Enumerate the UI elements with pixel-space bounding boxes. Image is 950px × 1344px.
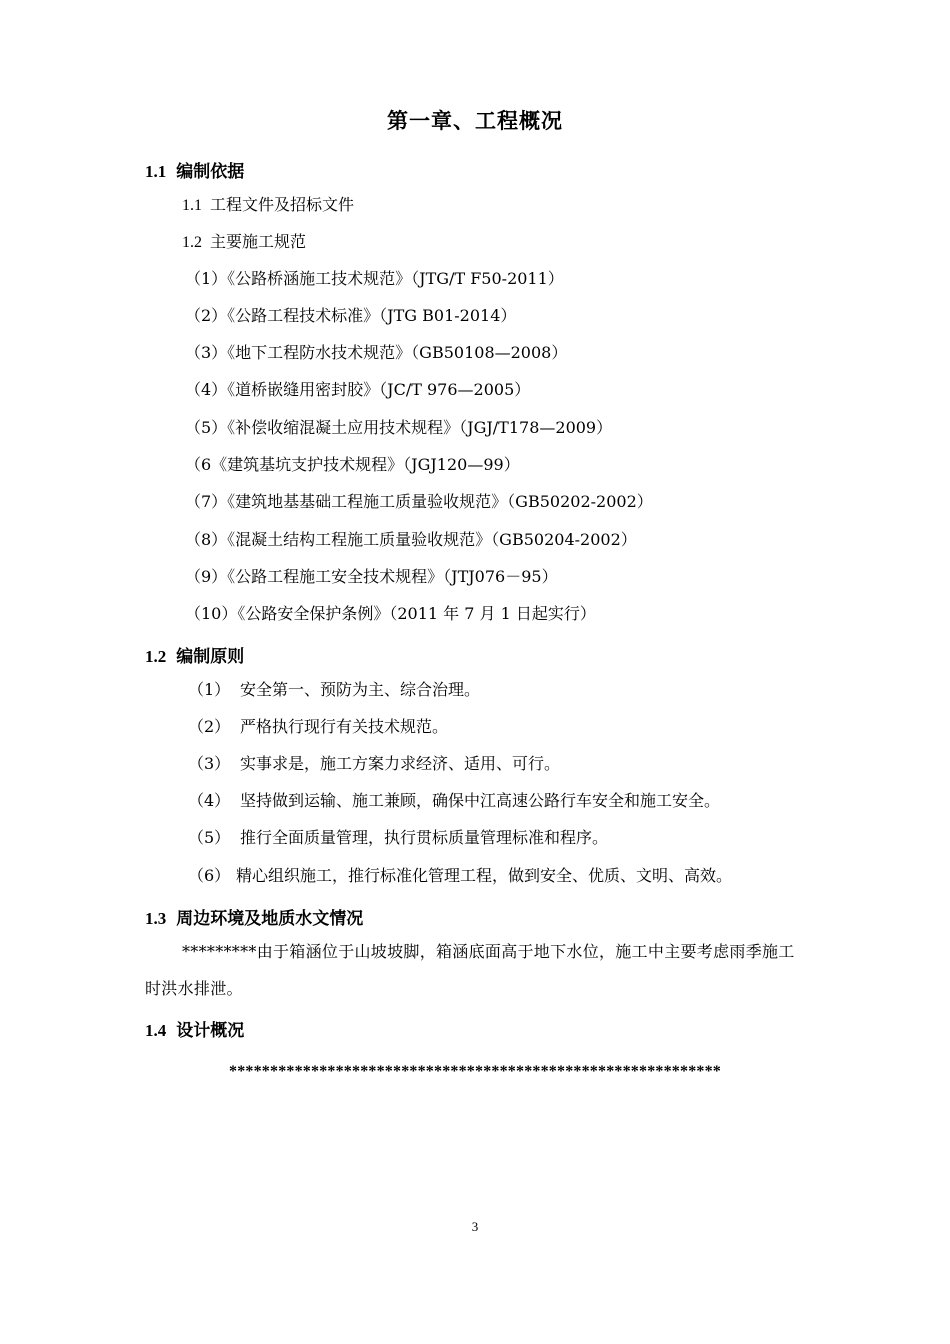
design-placeholder-text: ************************************************************ xyxy=(229,1063,721,1080)
reference-item: （10）《公路安全保护条例》（2011 年 7 月 1 日起实行） xyxy=(185,604,596,623)
section-title: 编制原则 xyxy=(176,647,245,667)
section-number: 1.3 xyxy=(145,909,167,928)
reference-item: （8）《混凝土结构工程施工质量验收规范》（GB50204-2002） xyxy=(185,530,637,549)
basis-item-number: 1.2 xyxy=(182,234,202,251)
page-number: 3 xyxy=(471,1219,479,1234)
principle-item xyxy=(188,791,720,811)
section-number: 1.1 xyxy=(145,162,167,181)
environment-paragraph: *********由于箱涵位于山坡坡脚，箱涵底面高于地下水位，施工中主要考虑雨季施工时洪水排泄。 xyxy=(145,942,795,998)
principle-number: （4） xyxy=(188,791,231,810)
principle-text: 推行全面质量管理，执行贯标质量管理标准和程序。 xyxy=(240,828,609,847)
section-title: 设计概况 xyxy=(176,1021,245,1041)
section-heading-1-4 xyxy=(145,1016,244,1041)
reference-item: （9）《公路工程施工安全技术规程》（JTJ076－95） xyxy=(185,567,558,586)
section-heading-1-1 xyxy=(145,157,244,182)
section-number: 1.4 xyxy=(145,1021,167,1040)
reference-item: （7）《建筑地基基础工程施工质量验收规范》（GB50202-2002） xyxy=(185,492,653,511)
section-title: 编制依据 xyxy=(176,162,245,182)
principle-number: （3） xyxy=(188,754,231,773)
reference-item: （6《建筑基坑支护技术规程》（JGJ120—99） xyxy=(185,455,520,474)
section-heading-1-3 xyxy=(145,904,363,929)
reference-item: （4）《道桥嵌缝用密封胶》（JC/T 976—2005） xyxy=(185,380,531,399)
principle-text: 坚持做到运输、施工兼顾，确保中江高速公路行车安全和施工安全。 xyxy=(240,791,721,810)
reference-item: （5）《补偿收缩混凝土应用技术规程》（JGJ/T178—2009） xyxy=(185,418,613,437)
principle-item xyxy=(188,866,732,886)
principle-text: 实事求是，施工方案力求经济、适用、可行。 xyxy=(240,754,561,773)
basis-item xyxy=(182,232,306,253)
principle-number: （6） xyxy=(188,866,231,885)
principle-text: 精心组织施工，推行标准化管理工程，做到安全、优质、文明、高效。 xyxy=(236,866,733,885)
principle-text: 严格执行现行有关技术规范。 xyxy=(240,717,449,736)
section-heading-1-2 xyxy=(145,642,244,667)
principle-item xyxy=(188,828,608,848)
basis-item-number: 1.1 xyxy=(182,197,202,214)
principle-item xyxy=(188,717,448,737)
reference-item: （1）《公路桥涵施工技术规范》（JTG/T F50-2011） xyxy=(185,269,564,288)
section-title: 周边环境及地质水文情况 xyxy=(176,909,364,929)
principle-number: （1） xyxy=(188,680,231,699)
principle-item xyxy=(188,680,480,700)
principle-number: （2） xyxy=(188,717,231,736)
chapter-title: 第一章、工程概况 xyxy=(387,108,563,133)
principle-item xyxy=(188,754,560,774)
principle-text: 安全第一、预防为主、综合治理。 xyxy=(240,680,481,699)
basis-item xyxy=(182,195,354,216)
principle-number: （5） xyxy=(188,828,231,847)
reference-item: （2）《公路工程技术标准》（JTG B01-2014） xyxy=(185,306,517,325)
section-number: 1.2 xyxy=(145,647,167,666)
basis-item-text: 工程文件及招标文件 xyxy=(210,195,355,214)
basis-item-text: 主要施工规范 xyxy=(210,232,307,251)
reference-item: （3）《地下工程防水技术规范》（GB50108—2008） xyxy=(185,343,568,362)
